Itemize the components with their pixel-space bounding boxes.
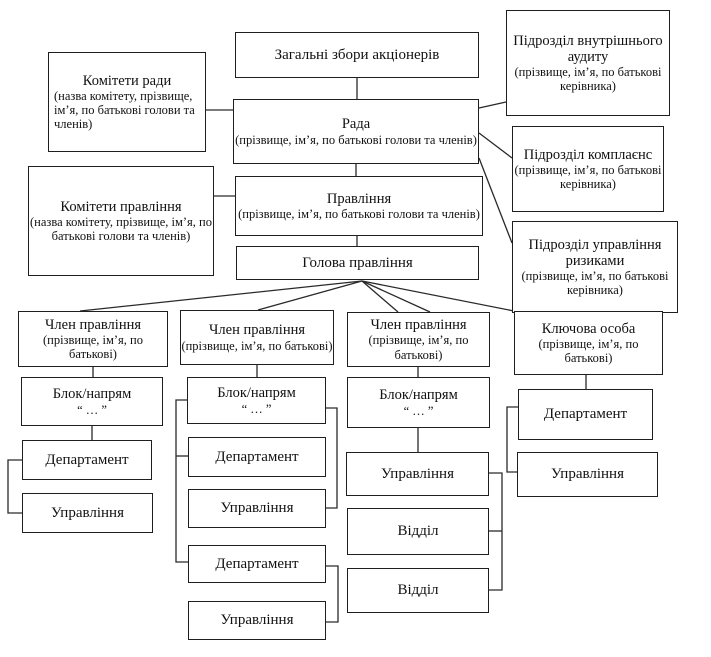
node-department-c2a	[188, 437, 326, 477]
node-subtitle: (назва комітету, прізвище, ім’я, по батькові голови та членів)	[30, 214, 212, 244]
node-title: Підрозділ комплаєнс	[523, 146, 653, 163]
node-internal-audit	[506, 10, 670, 116]
node-upravlinnia-c4	[517, 452, 658, 497]
node-title: Блок/напрям	[217, 385, 296, 402]
node-risk-management	[512, 221, 678, 313]
node-blok-napriam-2	[187, 377, 326, 424]
node-title: Підрозділ внутрішнього аудиту	[513, 32, 663, 65]
node-board-member-1	[18, 311, 168, 367]
node-title: Управління	[51, 504, 124, 521]
node-title: Загальні збори акціонерів	[274, 46, 440, 63]
node-title: Член правління	[208, 322, 306, 339]
node-subtitle: (прізвище, ім’я, по батькові керівника)	[514, 65, 662, 94]
node-title: Департамент	[215, 448, 299, 465]
node-upravlinnia-c1	[22, 493, 153, 533]
node-blok-napriam-3	[347, 377, 490, 428]
node-subtitle: (прізвище, ім’я, по батькові керівника)	[514, 162, 662, 192]
node-title: Блок/напрям	[52, 386, 132, 403]
node-compliance	[512, 126, 664, 212]
node-title: Управління	[220, 612, 294, 629]
node-board-member-3	[347, 312, 490, 367]
node-title: Член правління	[370, 317, 467, 334]
node-title: Відділ	[397, 582, 439, 599]
node-title: Ключова особа	[541, 320, 636, 337]
node-subtitle: (прізвище, ім’я, по батькові)	[181, 338, 333, 353]
node-subtitle: (прізвище, ім’я, по батькові керівника)	[521, 269, 669, 298]
node-department-c4	[518, 389, 653, 440]
node-title: Управління	[381, 465, 454, 482]
node-title: Блок/напрям	[379, 387, 458, 404]
node-title: Правління	[326, 190, 392, 207]
node-viddil-c3b	[347, 568, 489, 613]
node-department-c2b	[188, 545, 326, 583]
node-title: Комітети правління	[60, 198, 182, 215]
node-title: Рада	[341, 116, 371, 133]
node-subtitle: (прізвище, ім’я, по батькові голови та членів)	[235, 132, 477, 147]
node-blok-napriam-1	[21, 377, 163, 426]
node-upravlinnia-c3	[346, 452, 489, 496]
node-subtitle: “ … ”	[77, 402, 107, 417]
node-subtitle: “ … ”	[403, 403, 434, 418]
node-title: Підрозділ управління ризиками	[528, 236, 662, 269]
node-management-committees	[28, 166, 214, 276]
node-title: Комітети ради	[82, 72, 172, 89]
node-board-member-2	[180, 310, 334, 365]
node-subtitle: (прізвище, ім’я, по батькові голови та членів)	[238, 207, 480, 222]
node-title: Член правління	[44, 316, 142, 333]
node-title: Департамент	[215, 555, 299, 572]
node-title: Управління	[220, 500, 294, 517]
node-rada-committees	[48, 52, 206, 152]
node-title: Голова правління	[302, 254, 413, 271]
node-golova-pravlinnia	[236, 246, 479, 280]
node-upravlinnia-c2a	[188, 489, 326, 528]
node-subtitle: (прізвище, ім’я, по батькові)	[42, 332, 143, 362]
node-title: Департамент	[543, 406, 628, 423]
node-subtitle: (прізвище, ім’я, по батькові)	[538, 336, 639, 366]
node-upravlinnia-c2b	[188, 601, 326, 640]
node-viddil-c3a	[347, 508, 489, 555]
node-title: Відділ	[397, 523, 439, 540]
node-key-person	[514, 311, 663, 375]
node-subtitle: “ … ”	[241, 401, 272, 416]
node-title: Департамент	[45, 451, 129, 468]
node-rada	[233, 99, 479, 164]
node-subtitle: (прізвище, ім’я, по батькові)	[368, 333, 469, 362]
node-subtitle: (назва комітету, прізвище, ім’я, по батькові голови та членів)	[54, 88, 195, 132]
node-pravlinnia	[235, 176, 483, 236]
node-department-c1	[22, 440, 152, 480]
node-title: Управління	[551, 466, 624, 483]
node-general-meeting	[235, 32, 479, 78]
